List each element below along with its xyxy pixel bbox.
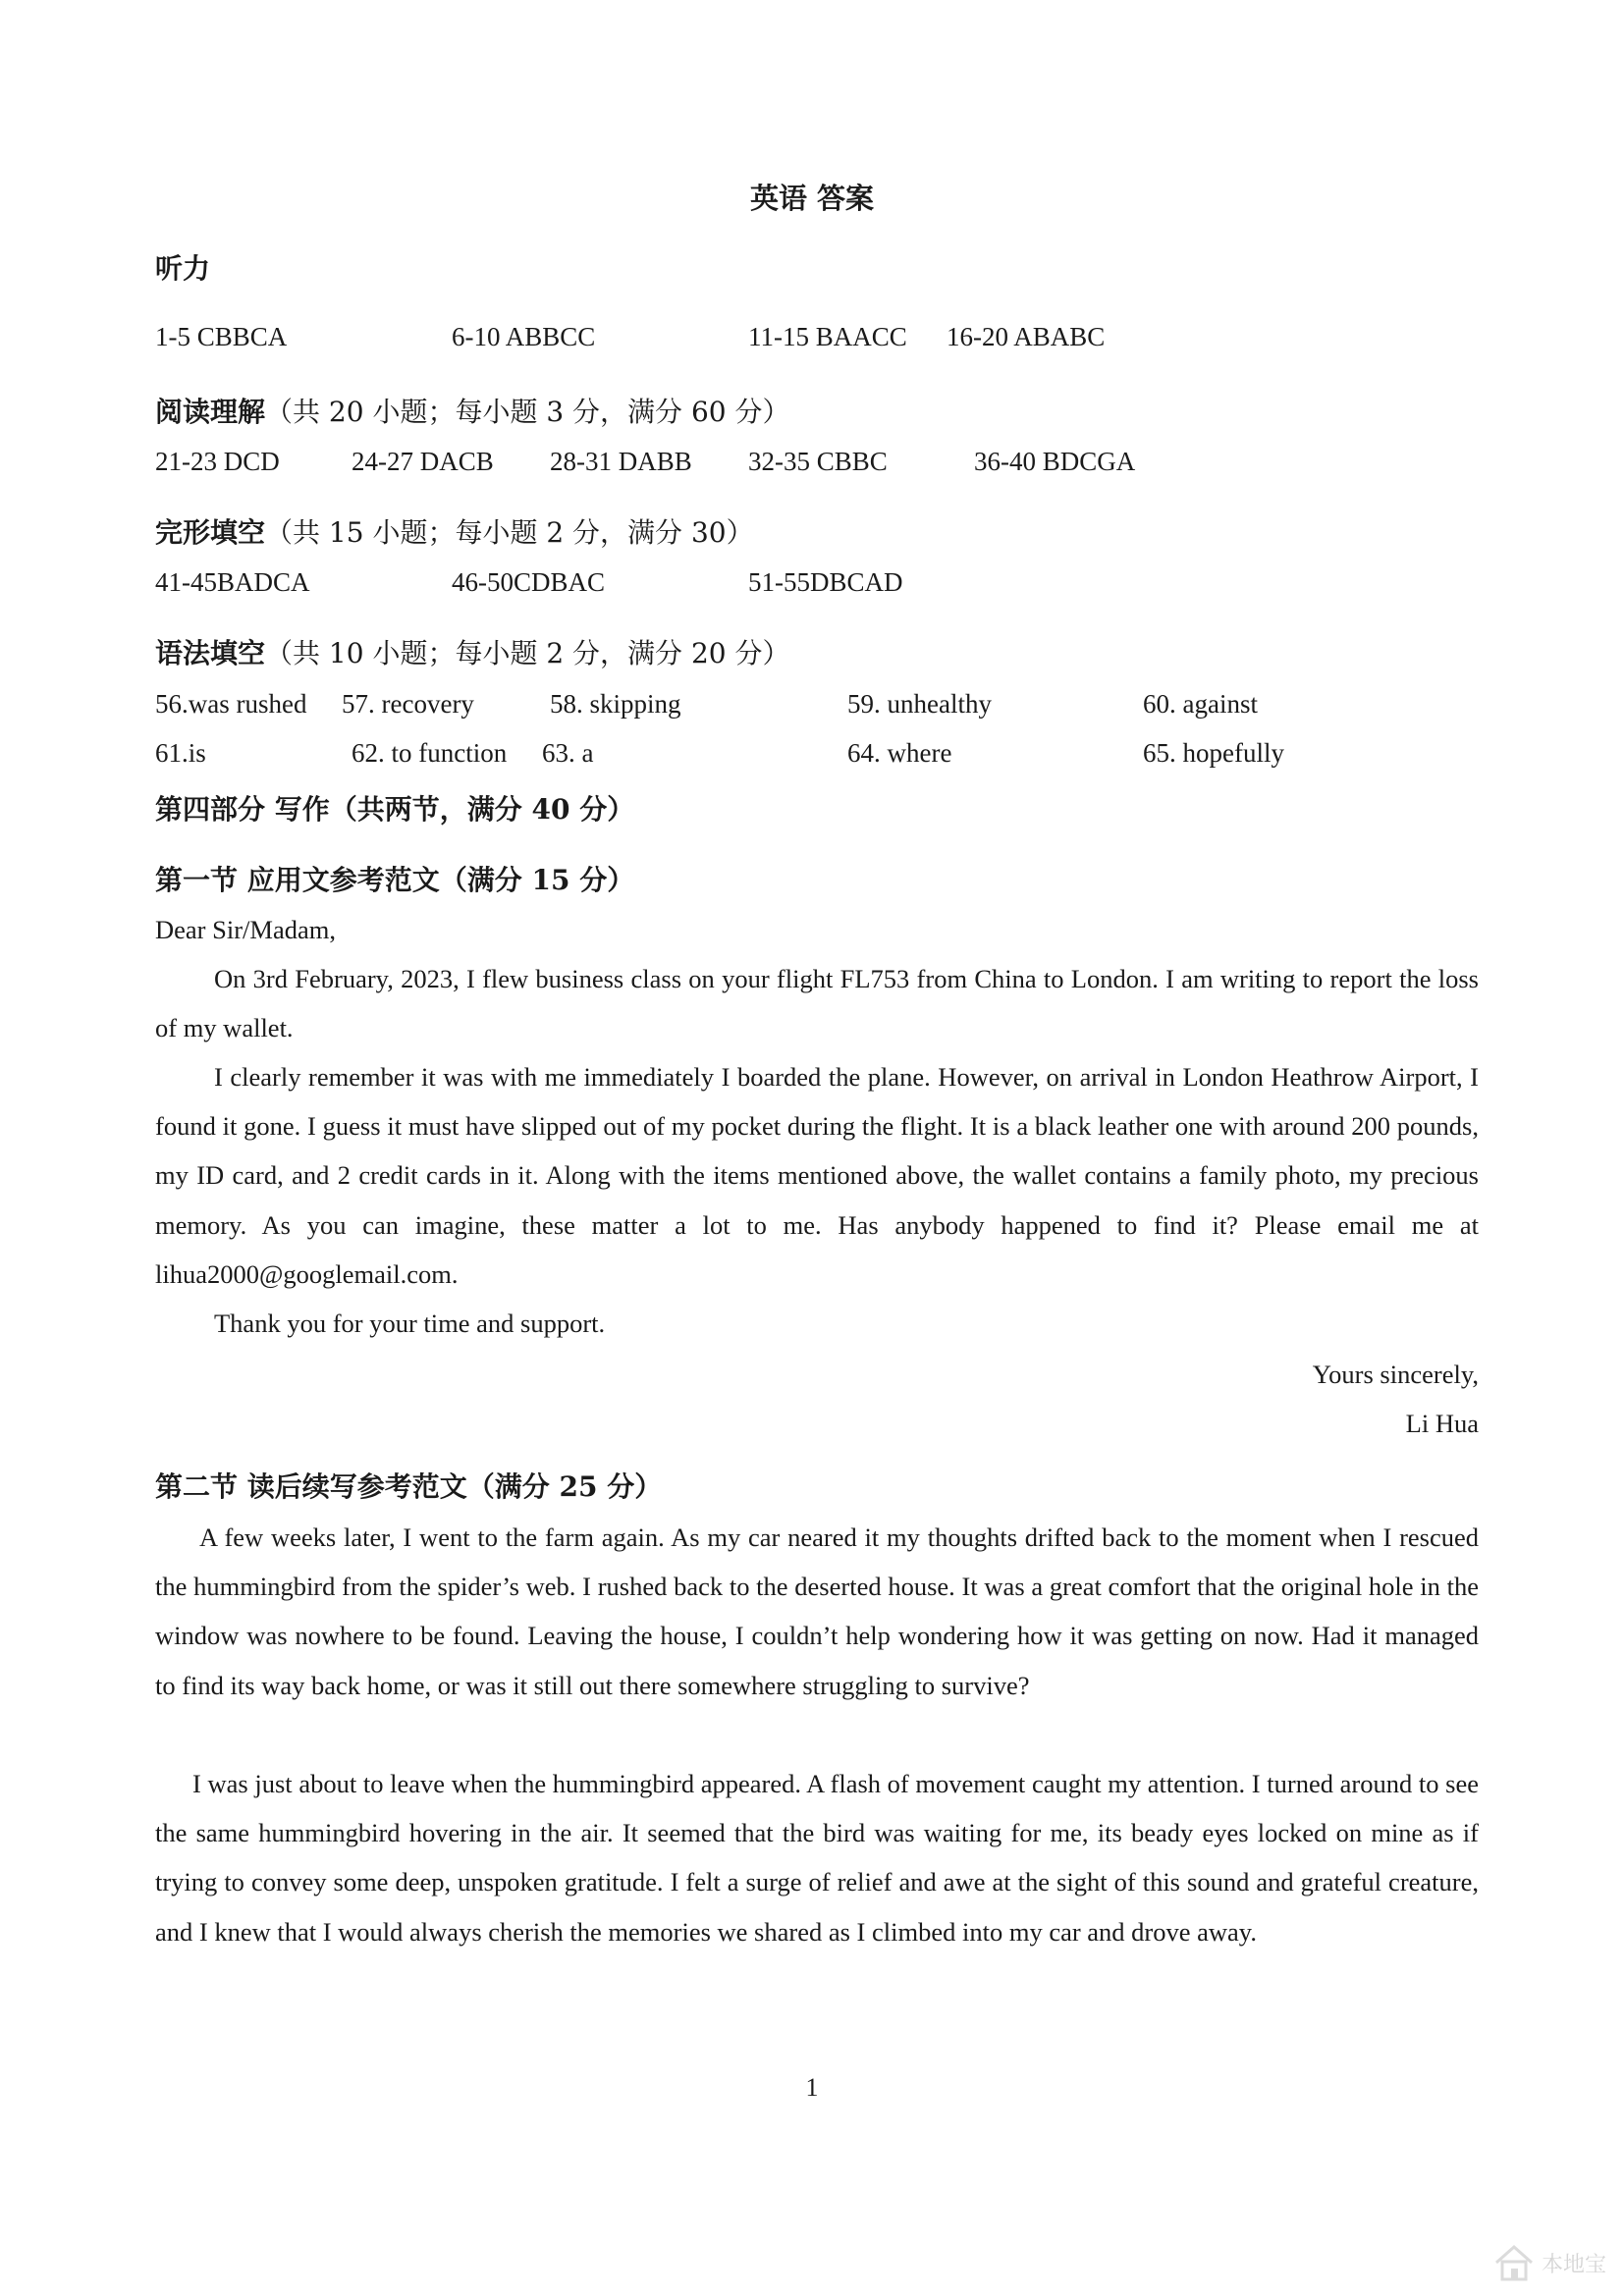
answer-group: 28-31 DABB [550,447,692,476]
answer-group: 32-35 CBBC [748,447,888,476]
story-paragraph-2: I was just about to leave when the hummingbird appeared. A flash of movement caught my attention. I turned around to see the same hummingbird hovering in the air. It seemed that the bird was waiting for me, its beady eyes locked on mine as if trying to convey some deep, unspoken gratitude. I felt a surge of relief and awe at the sight of this sound and grateful creature, and I knew that I would always cherish the memories we shared as I climbed into my car and drove away. [155,1769,1479,1947]
answer-group: 36-40 BDCGA [974,447,1136,476]
grammar-answer: 57. recovery [342,689,474,719]
grammar-answer: 59. unhealthy [847,689,992,719]
answer-group: 11-15 BAACC [748,322,907,351]
grammar-answer: 56.was rushed [155,689,307,719]
grammar-answer: 63. a [542,738,594,768]
answer-group: 16-20 ABABC [947,322,1106,351]
answer-group: 41-45BADCA [155,567,310,597]
grammar-answer: 61.is [155,738,206,768]
grammar-answer: 58. skipping [550,689,681,719]
letter-paragraph-1: On 3rd February, 2023, I flew business class on your flight FL753 from China to London. I am writing to report the loss of my wallet. [155,964,1479,1043]
answer-group: 46-50CDBAC [452,567,606,597]
grammar-heading: 语法填空（共 10 小题；每小题 2 分，满分 20 分） [155,637,790,669]
answer-group: 21-23 DCD [155,447,280,476]
grammar-answer: 62. to function [352,738,508,768]
answer-group: 24-27 DACB [352,447,494,476]
watermark-text: 本地宝 [1541,2252,1606,2277]
grammar-answer: 64. where [847,738,952,768]
letter-salutation: Dear Sir/Madam, [155,915,336,944]
house-icon [1492,2243,1536,2282]
reading-heading: 阅读理解（共 20 小题；每小题 3 分，满分 60 分） [155,396,790,428]
page-title: 英语 答案 [749,182,875,215]
watermark [1492,2243,1606,2282]
section1-heading: 第一节 应用文参考范文（满分 15 分） [155,864,635,896]
letter-closing: Yours sincerely, [1312,1360,1479,1389]
story-paragraph-1: A few weeks later, I went to the farm again. As my car neared it my thoughts drifted back to the moment when I rescued the hummingbird from the spider’s web. I rushed back to the deserted house. It was a great comfort that the original hole in the window was nowhere to be found. Leaving the house, I couldn’t help wondering how it was getting on now. Had it managed to find its way back home, or was it still out there somewhere struggling to survive? [155,1522,1479,1700]
listening-heading: 听力 [155,252,211,285]
answer-group: 6-10 ABBCC [452,322,596,351]
answer-group: 51-55DBCAD [748,567,903,597]
cloze-heading: 完形填空（共 15 小题；每小题 2 分，满分 30） [155,516,754,549]
writing-part-heading: 第四部分 写作（共两节，满分 40 分） [155,793,635,826]
letter-paragraph-3: Thank you for your time and support. [214,1308,606,1338]
letter-paragraph-2: I clearly remember it was with me immediately I boarded the plane. However, on arrival in London Heathrow Airport, I found it gone. I guess it must have slipped out of my pocket during the flight. It is a black leather one with around 200 pounds, my ID card, and 2 credit cards in it. Along with the items mentioned above, the wallet contains a family photo, my precious memory. As you can imagine, these matter a lot to me. Has anybody happened to find it? Please email me at lihua2000@googlemail.com. [155,1062,1479,1289]
page-number: 1 [805,2073,819,2102]
grammar-answer: 60. against [1143,689,1258,719]
section2-heading: 第二节 读后续写参考范文（满分 25 分） [155,1470,663,1503]
answer-group: 1-5 CBBCA [155,322,288,351]
grammar-answer: 65. hopefully [1143,738,1284,768]
letter-signature: Li Hua [1405,1409,1479,1438]
